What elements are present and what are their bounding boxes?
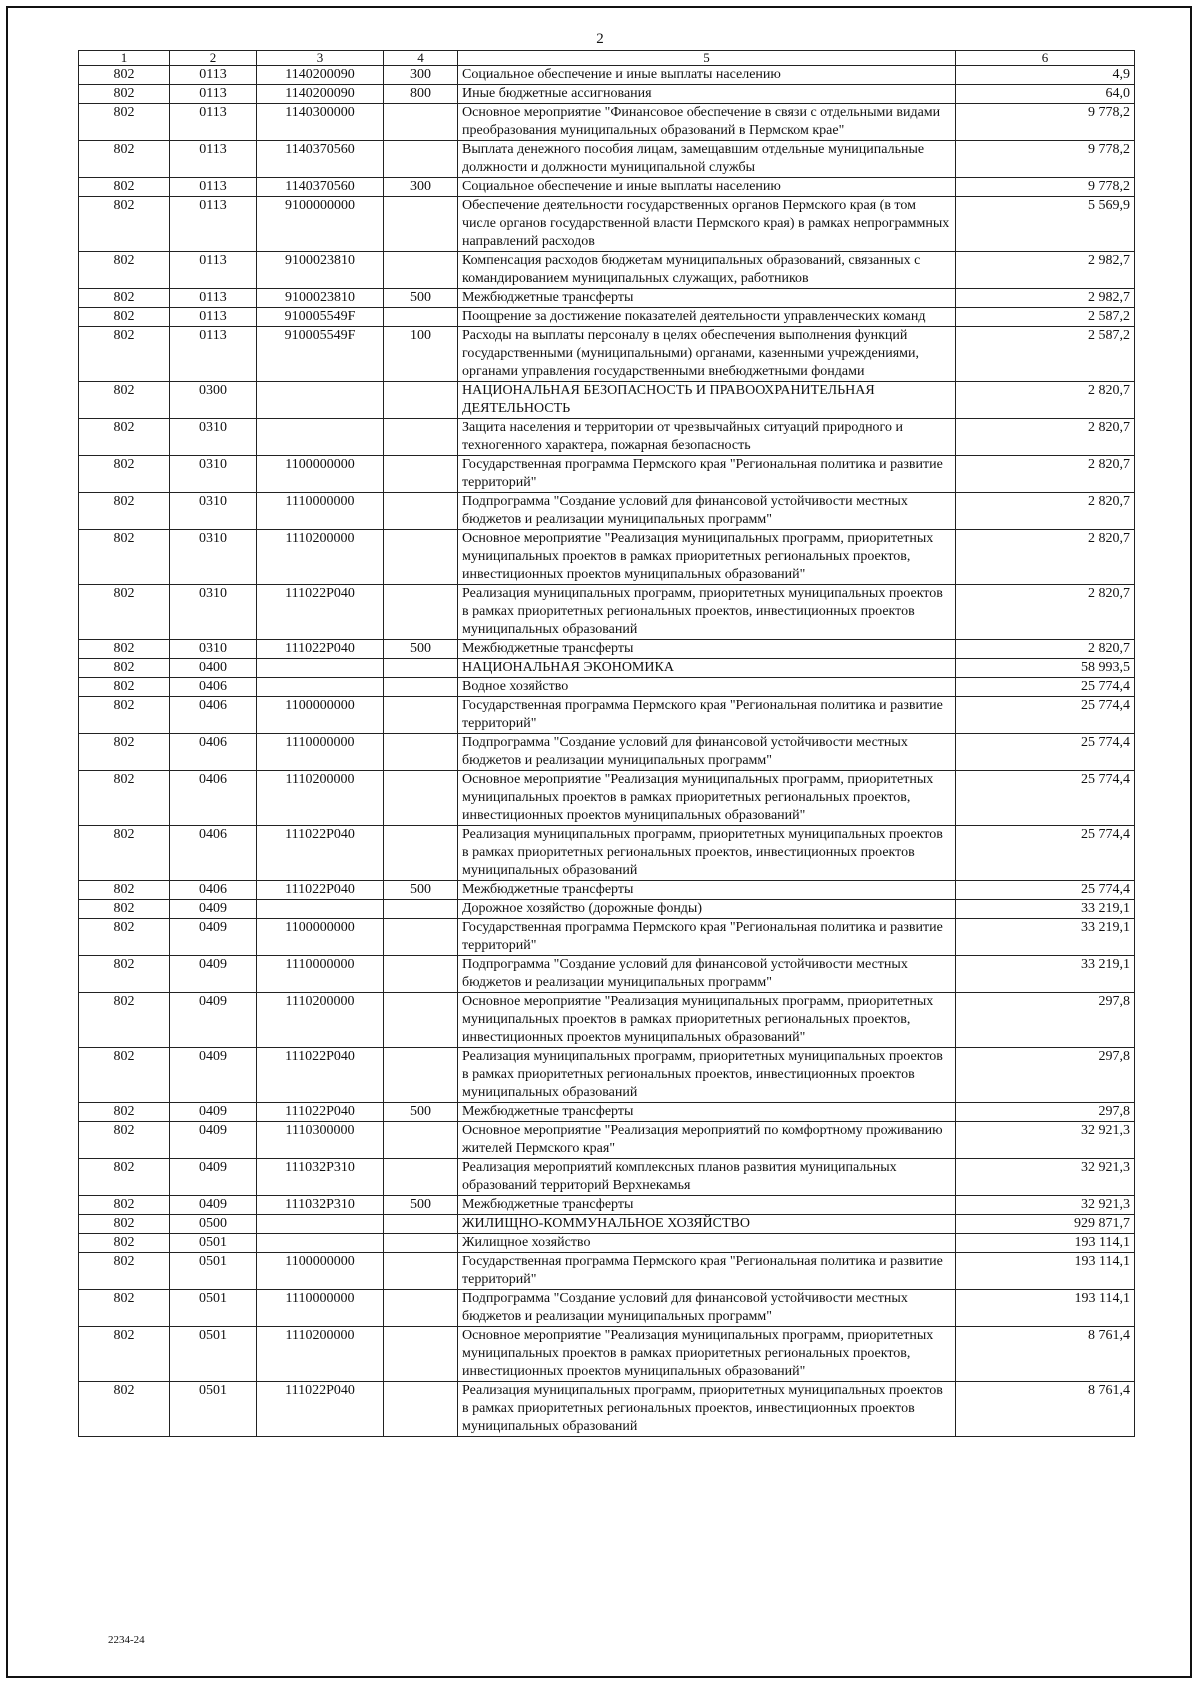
table-row: [79, 252, 1135, 289]
table-row: [79, 956, 1135, 993]
cell-section-code: 0409: [170, 1159, 257, 1196]
cell-target-article: 111022P040: [257, 1382, 384, 1437]
cell-expense-type: [384, 530, 458, 585]
cell-section-code: 0501: [170, 1253, 257, 1290]
cell-target-article: 1140370560: [257, 141, 384, 178]
cell-amount: 2 820,7: [956, 382, 1135, 419]
cell-target-article: [257, 659, 384, 678]
cell-description: Межбюджетные трансферты: [458, 1103, 956, 1122]
cell-target-article: [257, 678, 384, 697]
cell-ministry-code: 802: [79, 289, 170, 308]
cell-ministry-code: 802: [79, 85, 170, 104]
cell-section-code: 0310: [170, 419, 257, 456]
cell-description: Межбюджетные трансферты: [458, 289, 956, 308]
cell-section-code: 0310: [170, 493, 257, 530]
cell-section-code: 0406: [170, 881, 257, 900]
table-row: [79, 419, 1135, 456]
cell-section-code: 0409: [170, 919, 257, 956]
cell-amount: 64,0: [956, 85, 1135, 104]
cell-description: НАЦИОНАЛЬНАЯ БЕЗОПАСНОСТЬ И ПРАВООХРАНИТЕЛЬНАЯ ДЕЯТЕЛЬНОСТЬ: [458, 382, 956, 419]
cell-target-article: 1100000000: [257, 919, 384, 956]
cell-target-article: 1110000000: [257, 1290, 384, 1327]
cell-description: Дорожное хозяйство (дорожные фонды): [458, 900, 956, 919]
cell-amount: 33 219,1: [956, 956, 1135, 993]
cell-expense-type: [384, 1327, 458, 1382]
cell-ministry-code: 802: [79, 1122, 170, 1159]
table-row: [79, 585, 1135, 640]
cell-amount: 4,9: [956, 66, 1135, 85]
cell-amount: 5 569,9: [956, 197, 1135, 252]
cell-ministry-code: 802: [79, 1103, 170, 1122]
cell-target-article: [257, 419, 384, 456]
cell-expense-type: [384, 1382, 458, 1437]
cell-section-code: 0300: [170, 382, 257, 419]
cell-expense-type: [384, 993, 458, 1048]
cell-section-code: 0406: [170, 678, 257, 697]
cell-ministry-code: 802: [79, 1215, 170, 1234]
cell-section-code: 0409: [170, 900, 257, 919]
table-row: [79, 1253, 1135, 1290]
cell-target-article: 111022P040: [257, 826, 384, 881]
cell-section-code: 0501: [170, 1327, 257, 1382]
cell-expense-type: [384, 956, 458, 993]
cell-amount: 8 761,4: [956, 1382, 1135, 1437]
cell-target-article: 1110200000: [257, 771, 384, 826]
cell-description: Основное мероприятие "Финансовое обеспечение в связи с отдельными видами преобразования муниципальных образований в Пермском крае": [458, 104, 956, 141]
cell-section-code: 0113: [170, 308, 257, 327]
cell-ministry-code: 802: [79, 1234, 170, 1253]
cell-description: Государственная программа Пермского края "Региональная политика и развитие территорий": [458, 1253, 956, 1290]
table-row: [79, 1159, 1135, 1196]
cell-target-article: 1110000000: [257, 493, 384, 530]
cell-target-article: 111022P040: [257, 1048, 384, 1103]
cell-amount: 2 587,2: [956, 327, 1135, 382]
table-row: [79, 1234, 1135, 1253]
cell-expense-type: [384, 1290, 458, 1327]
cell-amount: 2 982,7: [956, 289, 1135, 308]
cell-amount: 32 921,3: [956, 1122, 1135, 1159]
page-number: 2: [596, 31, 604, 47]
cell-ministry-code: 802: [79, 585, 170, 640]
cell-description: Межбюджетные трансферты: [458, 881, 956, 900]
cell-expense-type: 500: [384, 289, 458, 308]
table-row: [79, 900, 1135, 919]
cell-amount: 2 982,7: [956, 252, 1135, 289]
table-row: [79, 993, 1135, 1048]
cell-description: Реализация мероприятий комплексных планов развития муниципальных образований территорий Верхнекамья: [458, 1159, 956, 1196]
cell-target-article: 1140200090: [257, 66, 384, 85]
cell-section-code: 0409: [170, 1122, 257, 1159]
cell-expense-type: [384, 104, 458, 141]
table-row: [79, 1215, 1135, 1234]
cell-expense-type: [384, 1253, 458, 1290]
cell-ministry-code: 802: [79, 771, 170, 826]
cell-section-code: 0310: [170, 456, 257, 493]
table-row: [79, 734, 1135, 771]
cell-section-code: 0310: [170, 640, 257, 659]
cell-description: Социальное обеспечение и иные выплаты населению: [458, 178, 956, 197]
cell-description: Основное мероприятие "Реализация муниципальных программ, приоритетных муниципальных проектов в рамках приоритетных региональных проектов, инвестиционных проектов муниципальных образований": [458, 530, 956, 585]
cell-expense-type: 500: [384, 640, 458, 659]
cell-expense-type: 300: [384, 178, 458, 197]
document-code: 2234-24: [108, 1634, 145, 1646]
cell-expense-type: [384, 678, 458, 697]
cell-expense-type: [384, 141, 458, 178]
table-row: [79, 640, 1135, 659]
cell-description: Подпрограмма "Создание условий для финансовой устойчивости местных бюджетов и реализации муниципальных программ": [458, 493, 956, 530]
cell-target-article: 1110000000: [257, 734, 384, 771]
cell-target-article: 9100000000: [257, 197, 384, 252]
cell-expense-type: [384, 197, 458, 252]
cell-expense-type: [384, 252, 458, 289]
cell-description: Межбюджетные трансферты: [458, 1196, 956, 1215]
cell-amount: 25 774,4: [956, 678, 1135, 697]
cell-target-article: 1110000000: [257, 956, 384, 993]
cell-ministry-code: 802: [79, 1327, 170, 1382]
cell-description: Расходы на выплаты персоналу в целях обеспечения выполнения функций государственными (муниципальными) органами, казенными учреждениями, органами управления государственными внебюджетными фондами: [458, 327, 956, 382]
cell-section-code: 0500: [170, 1215, 257, 1234]
cell-description: Реализация муниципальных программ, приоритетных муниципальных проектов в рамках приоритетных региональных проектов, инвестиционных проектов муниципальных образований: [458, 826, 956, 881]
cell-description: Государственная программа Пермского края "Региональная политика и развитие территорий": [458, 919, 956, 956]
cell-ministry-code: 802: [79, 993, 170, 1048]
cell-amount: 9 778,2: [956, 178, 1135, 197]
cell-description: Защита населения и территории от чрезвычайных ситуаций природного и техногенного характера, пожарная безопасность: [458, 419, 956, 456]
cell-section-code: 0310: [170, 530, 257, 585]
table-row: [79, 66, 1135, 85]
cell-description: Подпрограмма "Создание условий для финансовой устойчивости местных бюджетов и реализации муниципальных программ": [458, 1290, 956, 1327]
cell-ministry-code: 802: [79, 493, 170, 530]
column-header: 3: [257, 51, 384, 66]
column-header: 5: [458, 51, 956, 66]
cell-expense-type: [384, 1215, 458, 1234]
cell-ministry-code: 802: [79, 456, 170, 493]
cell-section-code: 0113: [170, 327, 257, 382]
cell-ministry-code: 802: [79, 659, 170, 678]
cell-amount: 2 820,7: [956, 456, 1135, 493]
cell-description: Подпрограмма "Создание условий для финансовой устойчивости местных бюджетов и реализации муниципальных программ": [458, 956, 956, 993]
cell-amount: 25 774,4: [956, 771, 1135, 826]
column-header: 4: [384, 51, 458, 66]
cell-description: НАЦИОНАЛЬНАЯ ЭКОНОМИКА: [458, 659, 956, 678]
cell-amount: 193 114,1: [956, 1290, 1135, 1327]
cell-target-article: [257, 1215, 384, 1234]
table-row: [79, 826, 1135, 881]
cell-amount: 2 820,7: [956, 493, 1135, 530]
header-row: [79, 51, 1135, 66]
cell-expense-type: [384, 493, 458, 530]
cell-amount: 33 219,1: [956, 919, 1135, 956]
cell-amount: 32 921,3: [956, 1159, 1135, 1196]
cell-section-code: 0113: [170, 178, 257, 197]
cell-amount: 25 774,4: [956, 734, 1135, 771]
cell-expense-type: [384, 734, 458, 771]
cell-ministry-code: 802: [79, 919, 170, 956]
cell-amount: 193 114,1: [956, 1253, 1135, 1290]
cell-ministry-code: 802: [79, 104, 170, 141]
cell-target-article: [257, 382, 384, 419]
cell-expense-type: [384, 1122, 458, 1159]
table-row: [79, 881, 1135, 900]
cell-section-code: 0113: [170, 66, 257, 85]
cell-target-article: 111032P310: [257, 1196, 384, 1215]
cell-expense-type: [384, 308, 458, 327]
cell-ministry-code: 802: [79, 382, 170, 419]
cell-amount: 2 820,7: [956, 640, 1135, 659]
table-row: [79, 530, 1135, 585]
cell-ministry-code: 802: [79, 66, 170, 85]
cell-target-article: 1140300000: [257, 104, 384, 141]
cell-ministry-code: 802: [79, 697, 170, 734]
table-row: [79, 1196, 1135, 1215]
cell-amount: 33 219,1: [956, 900, 1135, 919]
cell-amount: 297,8: [956, 1103, 1135, 1122]
cell-ministry-code: 802: [79, 734, 170, 771]
cell-description: Поощрение за достижение показателей деятельности управленческих команд: [458, 308, 956, 327]
cell-section-code: 0113: [170, 197, 257, 252]
cell-description: Жилищное хозяйство: [458, 1234, 956, 1253]
cell-description: Обеспечение деятельности государственных органов Пермского края (в том числе органов государственной власти Пермского края) в рамках непрограммных направлений расходов: [458, 197, 956, 252]
cell-description: Социальное обеспечение и иные выплаты населению: [458, 66, 956, 85]
cell-target-article: 111032P310: [257, 1159, 384, 1196]
cell-ministry-code: 802: [79, 826, 170, 881]
cell-amount: 297,8: [956, 993, 1135, 1048]
cell-expense-type: [384, 771, 458, 826]
cell-amount: 193 114,1: [956, 1234, 1135, 1253]
cell-expense-type: 100: [384, 327, 458, 382]
cell-expense-type: [384, 826, 458, 881]
cell-ministry-code: 802: [79, 956, 170, 993]
cell-ministry-code: 802: [79, 1196, 170, 1215]
cell-description: Выплата денежного пособия лицам, замещавшим отдельные муниципальные должности и должности муниципальной службы: [458, 141, 956, 178]
cell-ministry-code: 802: [79, 327, 170, 382]
table-row: [79, 327, 1135, 382]
cell-amount: 25 774,4: [956, 826, 1135, 881]
cell-amount: 2 820,7: [956, 530, 1135, 585]
table-row: [79, 1103, 1135, 1122]
cell-section-code: 0501: [170, 1290, 257, 1327]
cell-description: Государственная программа Пермского края "Региональная политика и развитие территорий": [458, 697, 956, 734]
cell-description: Основное мероприятие "Реализация мероприятий по комфортному проживанию жителей Пермского края": [458, 1122, 956, 1159]
cell-amount: 2 820,7: [956, 419, 1135, 456]
cell-target-article: 1100000000: [257, 456, 384, 493]
table-row: [79, 308, 1135, 327]
column-header: 1: [79, 51, 170, 66]
cell-expense-type: [384, 1048, 458, 1103]
cell-amount: 297,8: [956, 1048, 1135, 1103]
cell-target-article: 111022P040: [257, 585, 384, 640]
table-row: [79, 85, 1135, 104]
table-row: [79, 697, 1135, 734]
cell-section-code: 0113: [170, 289, 257, 308]
cell-section-code: 0406: [170, 697, 257, 734]
cell-description: Межбюджетные трансферты: [458, 640, 956, 659]
cell-target-article: 1110200000: [257, 530, 384, 585]
cell-amount: 25 774,4: [956, 881, 1135, 900]
cell-section-code: 0113: [170, 85, 257, 104]
cell-target-article: 910005549F: [257, 327, 384, 382]
table-row: [79, 919, 1135, 956]
table-row: [79, 659, 1135, 678]
table-row: [79, 493, 1135, 530]
cell-expense-type: 500: [384, 1103, 458, 1122]
table-row: [79, 178, 1135, 197]
table-row: [79, 456, 1135, 493]
table-row: [79, 1382, 1135, 1437]
cell-ministry-code: 802: [79, 252, 170, 289]
cell-ministry-code: 802: [79, 530, 170, 585]
cell-amount: 25 774,4: [956, 697, 1135, 734]
cell-description: Водное хозяйство: [458, 678, 956, 697]
cell-section-code: 0400: [170, 659, 257, 678]
cell-target-article: 1110300000: [257, 1122, 384, 1159]
cell-ministry-code: 802: [79, 141, 170, 178]
cell-description: ЖИЛИЩНО-КОММУНАЛЬНОЕ ХОЗЯЙСТВО: [458, 1215, 956, 1234]
cell-target-article: 1140370560: [257, 178, 384, 197]
cell-ministry-code: 802: [79, 678, 170, 697]
cell-ministry-code: 802: [79, 1382, 170, 1437]
cell-section-code: 0406: [170, 734, 257, 771]
table-row: [79, 382, 1135, 419]
cell-description: Основное мероприятие "Реализация муниципальных программ, приоритетных муниципальных проектов в рамках приоритетных региональных проектов, инвестиционных проектов муниципальных образований": [458, 771, 956, 826]
cell-ministry-code: 802: [79, 419, 170, 456]
cell-description: Компенсация расходов бюджетам муниципальных образований, связанных с командированием муниципальных служащих, работников: [458, 252, 956, 289]
cell-expense-type: 300: [384, 66, 458, 85]
cell-amount: 58 993,5: [956, 659, 1135, 678]
cell-target-article: 910005549F: [257, 308, 384, 327]
cell-description: Реализация муниципальных программ, приоритетных муниципальных проектов в рамках приоритетных региональных проектов, инвестиционных проектов муниципальных образований: [458, 585, 956, 640]
cell-section-code: 0409: [170, 993, 257, 1048]
cell-target-article: 1100000000: [257, 1253, 384, 1290]
cell-description: Государственная программа Пермского края "Региональная политика и развитие территорий": [458, 456, 956, 493]
cell-amount: 8 761,4: [956, 1327, 1135, 1382]
cell-description: Иные бюджетные ассигнования: [458, 85, 956, 104]
cell-ministry-code: 802: [79, 881, 170, 900]
cell-section-code: 0409: [170, 1196, 257, 1215]
table-row: [79, 1048, 1135, 1103]
table-row: [79, 289, 1135, 308]
cell-ministry-code: 802: [79, 1159, 170, 1196]
cell-expense-type: [384, 1234, 458, 1253]
cell-expense-type: 500: [384, 881, 458, 900]
cell-amount: 9 778,2: [956, 141, 1135, 178]
cell-section-code: 0409: [170, 1103, 257, 1122]
cell-section-code: 0113: [170, 252, 257, 289]
cell-expense-type: 800: [384, 85, 458, 104]
cell-section-code: 0310: [170, 585, 257, 640]
cell-expense-type: [384, 585, 458, 640]
cell-section-code: 0113: [170, 141, 257, 178]
cell-amount: 2 587,2: [956, 308, 1135, 327]
column-header: 6: [956, 51, 1135, 66]
table-row: [79, 197, 1135, 252]
cell-description: Реализация муниципальных программ, приоритетных муниципальных проектов в рамках приоритетных региональных проектов, инвестиционных проектов муниципальных образований: [458, 1382, 956, 1437]
cell-target-article: 111022P040: [257, 881, 384, 900]
cell-expense-type: [384, 900, 458, 919]
cell-description: Основное мероприятие "Реализация муниципальных программ, приоритетных муниципальных проектов в рамках приоритетных региональных проектов, инвестиционных проектов муниципальных образований": [458, 1327, 956, 1382]
cell-section-code: 0113: [170, 104, 257, 141]
cell-target-article: [257, 900, 384, 919]
cell-target-article: 9100023810: [257, 252, 384, 289]
cell-section-code: 0406: [170, 826, 257, 881]
cell-description: Реализация муниципальных программ, приоритетных муниципальных проектов в рамках приоритетных региональных проектов, инвестиционных проектов муниципальных образований: [458, 1048, 956, 1103]
cell-target-article: 1110200000: [257, 993, 384, 1048]
cell-ministry-code: 802: [79, 197, 170, 252]
cell-expense-type: 500: [384, 1196, 458, 1215]
cell-amount: 9 778,2: [956, 104, 1135, 141]
cell-target-article: 1140200090: [257, 85, 384, 104]
table-body: [79, 66, 1135, 1437]
cell-ministry-code: 802: [79, 900, 170, 919]
cell-section-code: 0501: [170, 1234, 257, 1253]
table-row: [79, 771, 1135, 826]
cell-amount: 929 871,7: [956, 1215, 1135, 1234]
cell-target-article: 1100000000: [257, 697, 384, 734]
column-header: 2: [170, 51, 257, 66]
cell-amount: 32 921,3: [956, 1196, 1135, 1215]
cell-expense-type: [384, 456, 458, 493]
cell-expense-type: [384, 419, 458, 456]
cell-description: Основное мероприятие "Реализация муниципальных программ, приоритетных муниципальных проектов в рамках приоритетных региональных проектов, инвестиционных проектов муниципальных образований": [458, 993, 956, 1048]
cell-target-article: 111022P040: [257, 640, 384, 659]
cell-section-code: 0406: [170, 771, 257, 826]
table-row: [79, 104, 1135, 141]
cell-ministry-code: 802: [79, 1048, 170, 1103]
cell-expense-type: [384, 1159, 458, 1196]
cell-description: Подпрограмма "Создание условий для финансовой устойчивости местных бюджетов и реализации муниципальных программ": [458, 734, 956, 771]
cell-target-article: 111022P040: [257, 1103, 384, 1122]
cell-expense-type: [384, 659, 458, 678]
cell-section-code: 0409: [170, 1048, 257, 1103]
cell-expense-type: [384, 382, 458, 419]
table-row: [79, 141, 1135, 178]
table-row: [79, 1290, 1135, 1327]
cell-ministry-code: 802: [79, 640, 170, 659]
cell-section-code: 0501: [170, 1382, 257, 1437]
cell-section-code: 0409: [170, 956, 257, 993]
budget-table: [78, 50, 1135, 1437]
cell-ministry-code: 802: [79, 178, 170, 197]
cell-amount: 2 820,7: [956, 585, 1135, 640]
table-row: [79, 1122, 1135, 1159]
cell-expense-type: [384, 697, 458, 734]
cell-ministry-code: 802: [79, 1253, 170, 1290]
cell-target-article: 9100023810: [257, 289, 384, 308]
cell-ministry-code: 802: [79, 1290, 170, 1327]
table-row: [79, 678, 1135, 697]
cell-target-article: [257, 1234, 384, 1253]
cell-target-article: 1110200000: [257, 1327, 384, 1382]
cell-ministry-code: 802: [79, 308, 170, 327]
cell-expense-type: [384, 919, 458, 956]
table-row: [79, 1327, 1135, 1382]
